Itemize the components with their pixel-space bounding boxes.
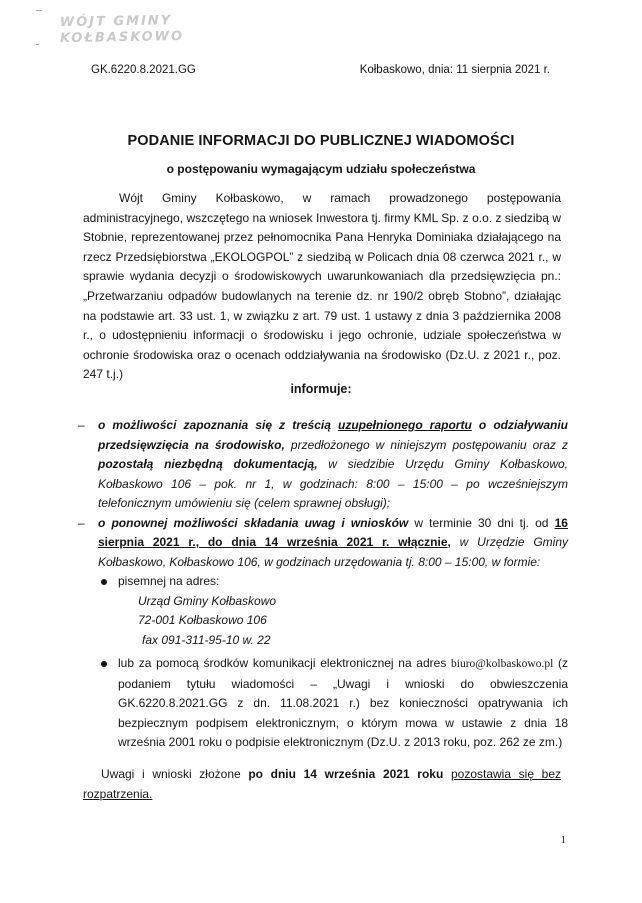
list-item [78, 514, 568, 753]
information-list [78, 416, 568, 753]
closing-date: po dniu 14 września 2021 roku [248, 767, 444, 781]
bullet-text: (z podaniem tytułu wiadomości – „Uwagi i wnioski do obwieszczenia GK.6220.8.2021.GG z dn. 11.08.2021 r.) bez konieczności opatrywania ich bezpiecznym podpisem elektronicznym, o którym mowa w ustawie z dnia 18 września 2001 roku o podpisie elektronicznym (Dz.U. z 2013 roku, poz. 262 ze zm.) [118, 656, 568, 749]
item-text: o możliwości zapoznania się z treścią [98, 418, 339, 432]
item-text: w Urzędzie Gminy Kołbaskowo, Kołbaskowo 106, w godzinach urzędowania tj. 8:00 – 15:00, w formie: [98, 535, 568, 569]
bullet-text: lub za pomocą środków komunikacji elektronicznej na adres [118, 656, 452, 670]
closing-text: Uwagi i wnioski złożone [101, 767, 249, 781]
reference-number: GK.6220.8.2021.GG [91, 64, 196, 76]
list-item [78, 416, 568, 514]
item-text: w terminie 30 dni tj. od [408, 515, 555, 530]
closing-space [443, 767, 451, 781]
item-text: pozostałą niezbędną dokumentacją, [98, 457, 318, 471]
scan-mark [36, 10, 42, 14]
page-number: 1 [560, 834, 566, 846]
closing-underlined: pozostawia się bez rozpatrzenia. [83, 767, 561, 801]
submission-methods [98, 572, 568, 753]
bullet-text: pisemnej na adres: [118, 574, 220, 588]
bullet-dot-icon [101, 661, 107, 667]
informs-heading: informuje: [290, 382, 352, 396]
dash-marker: – [78, 515, 85, 530]
address-line: fax 091-311-95-10 w. 22 [142, 632, 271, 647]
dash-marker: – [78, 418, 85, 432]
date-line: Kołbaskowo, dnia: 11 sierpnia 2021 r. [359, 64, 550, 76]
item-text-underlined: uzupełnionego raportu [338, 418, 472, 432]
item-text: przedłożonego w niniejszym postępowaniu oraz z [284, 437, 568, 452]
document-title: PODANIE INFORMACJI DO PUBLICZNEJ WIADOMOŚCI [127, 133, 515, 149]
document-subtitle: o postępowaniu wymagającym udziału społeczeństwa [166, 162, 476, 176]
stamp-line: KOŁBASKOWO [59, 29, 185, 47]
address-line: 72-001 Kołbaskowo 106 [138, 613, 267, 627]
deadline-text: 16 sierpnia 2021 r., do dnia 14 września 2021 r. włącznie, [98, 515, 568, 549]
bullet-item [98, 654, 568, 753]
office-stamp [60, 13, 196, 55]
item-text: o ponownej [98, 515, 174, 530]
email-link[interactable]: biuro@kolbaskowo.pl [451, 658, 554, 670]
item-text: w siedzibie Urzędu Gminy Kołbaskowo, Kołbaskowo 106 – pok. nr 1, w godzinach: 8:00 – 15:00 – po wcześniejszym telefonicznym umówieniu się (celem sprawnej obsługi); [98, 457, 568, 510]
address-line: Urząd Gminy Kołbaskowo [138, 593, 277, 608]
item-text: o odziaływaniu przedsięwzięcia na środowisko, [98, 418, 568, 452]
bullet-dot-icon [101, 579, 107, 585]
intro-paragraph: Wójt Gminy Kołbaskowo, w ramach prowadzonego postępowania administracyjnego, wszczętego na wniosek Inwestora tj. firmy KML Sp. z o.o. z siedzibą w Stobnie, reprezentowanej przez pełnomocnika Pana Henryka Dominiaka działającego na rzecz Przedsiębiorstwa „EKOLOGPOL” z siedzibą w Policach dnia 08 czerwca 2021 r., w sprawie wydania decyzji o środowiskowych uwarunkowaniach dla przedsięwzięcia pn.: „Przetwarzaniu odpadów budowlanych na terenie dz. nr 190/2 obręb Stobno”, działając na podstawie art. 33 ust. 1, w związku z art. 79 ust. 1 ustawy z dnia 3 października 2008 r., o udostępnieniu informacji o środowisku i jego ochronie, udziale społeczeństwa w ochronie środowiska oraz o ocenach oddziaływania na środowisko (Dz.U. z 2021 r., poz. 247 t.j.) [83, 191, 561, 382]
bullet-item [98, 572, 568, 650]
item-text: możliwości składania uwag i wniosków [173, 515, 409, 530]
stamp-line: WÓJT GMINY [59, 13, 173, 31]
closing-paragraph [83, 765, 561, 804]
scan-mark [36, 44, 39, 48]
